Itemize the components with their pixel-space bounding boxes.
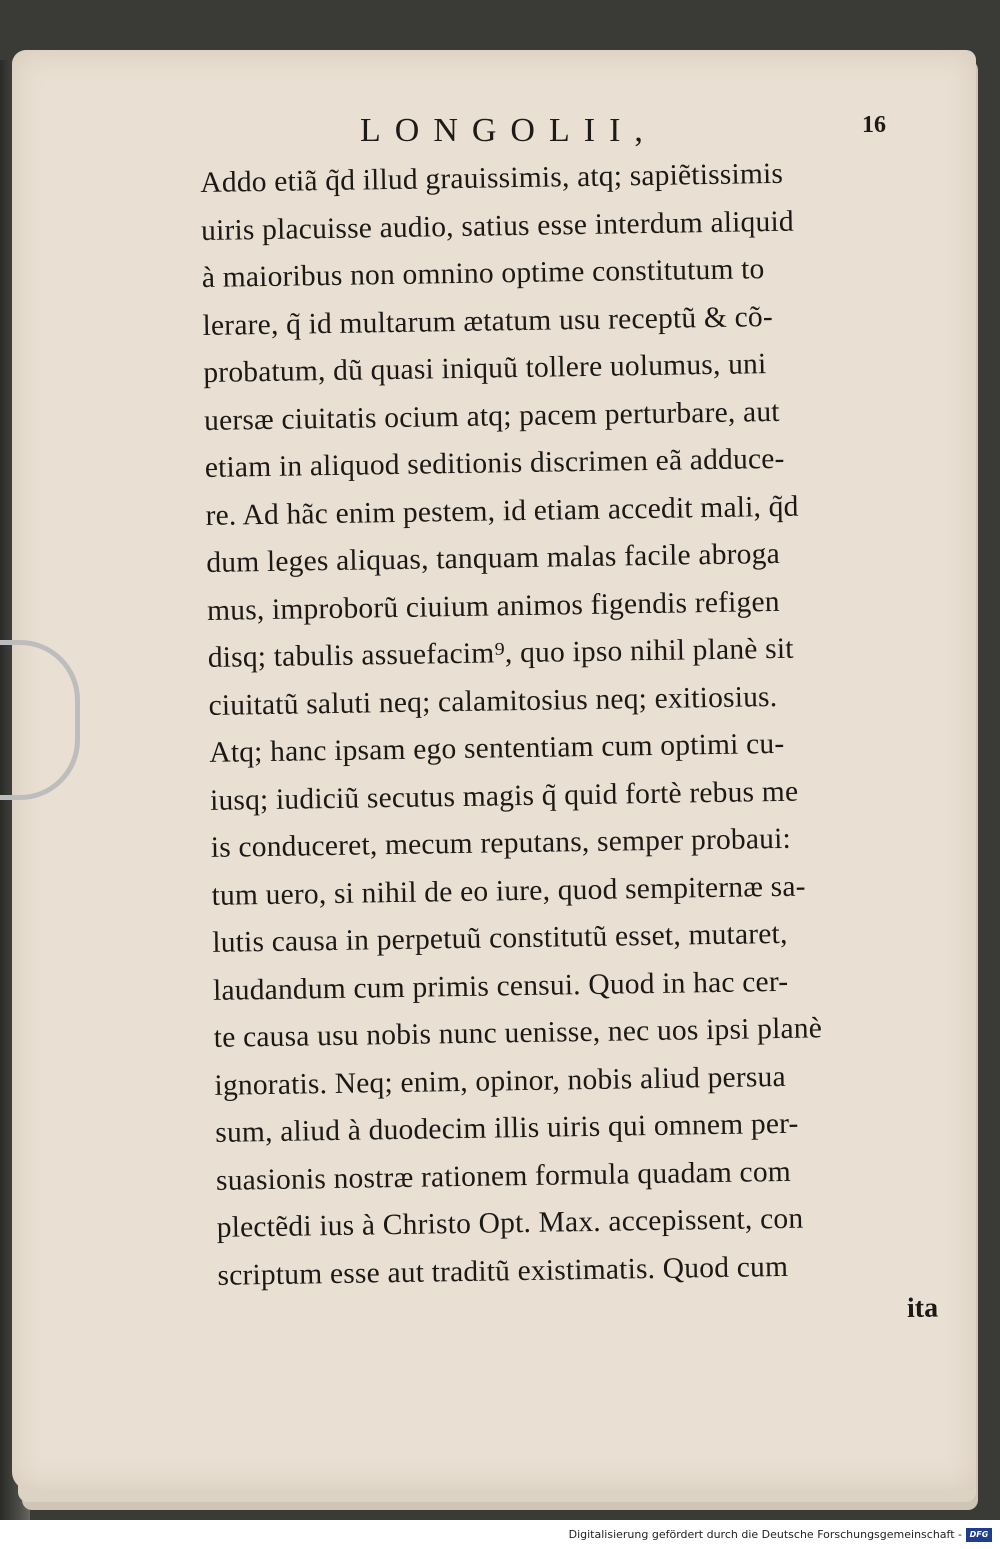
text-line: uiris placuisse audio, satius esse interdum aliquid <box>200 205 795 247</box>
text-line: scriptum esse aut traditũ existimatis. Quod cum <box>217 1250 789 1292</box>
folio-number: 16 <box>862 112 886 138</box>
text-line: ciuitatũ saluti neq; calamitosius neq; exitiosius. <box>208 680 778 722</box>
funding-notice: Digitalisierung gefördert durch die Deutsche Forschungsgemeinschaft - <box>568 1528 962 1541</box>
text-line: plectẽdi ius à Christo Opt. Max. accepissent, con <box>216 1202 804 1244</box>
text-line: dum leges aliquas, tanquam malas facile abroga <box>206 537 781 579</box>
text-line: mus, improborũ ciuium animos figendis refigen <box>206 585 780 627</box>
body-text <box>200 149 948 1340</box>
running-head: LONGOLII, <box>360 112 657 149</box>
text-line: Addo etiã q̃d illud grauissimis, atq; sapiẽtissimis <box>200 157 784 199</box>
text-line: probatum, dũ quasi iniquũ tollere uolumus, uni <box>203 348 767 389</box>
text-line: re. Ad hãc enim pestem, id etiam accedit mali, q̃d <box>205 490 799 532</box>
text-line: iusq; iudiciũ secutus magis q̃ quid fortè rebus me <box>209 775 799 817</box>
text-line: uersæ ciuitatis ocium atq; pacem perturbare, aut <box>203 395 780 437</box>
text-line: tum uero, si nihil de eo iure, quod sempiternæ sa- <box>211 870 806 912</box>
text-line: suasionis nostræ rationem formula quadam com <box>215 1155 792 1197</box>
text-line: laudandum cum primis censui. Quod in hac cer- <box>212 965 789 1007</box>
text-line: te causa usu nobis nunc uenisse, nec uos ipsi planè <box>213 1012 823 1054</box>
text-line: etiam in aliquod seditionis discrimen eã adduce- <box>204 442 785 484</box>
dfg-logo-icon: DFG <box>966 1528 992 1542</box>
text-line: is conduceret, mecum reputans, semper probaui: <box>210 822 792 864</box>
text-line: Atq; hanc ipsam ego sententiam cum optimi cu- <box>209 727 785 769</box>
text-line: sum, aliud à duodecim illis uiris qui omnem per- <box>215 1107 799 1149</box>
text-line: lutis causa in perpetuũ constitutũ esset, mutaret, <box>212 917 788 959</box>
paper-clip <box>0 640 80 800</box>
text-line: disq; tabulis assuefacim⁹, quo ipso nihil planè sit <box>207 632 794 674</box>
text-line: ignoratis. Neq; enim, opinor, nobis aliud persua <box>214 1060 786 1102</box>
text-line: à maioribus non omnino optime constitutum to <box>201 253 765 294</box>
footer-bar <box>0 1520 1000 1549</box>
catchword: ita <box>906 1292 939 1325</box>
text-line: lerare, q̃ id multarum ætatum usu receptũ & cõ- <box>202 300 774 342</box>
